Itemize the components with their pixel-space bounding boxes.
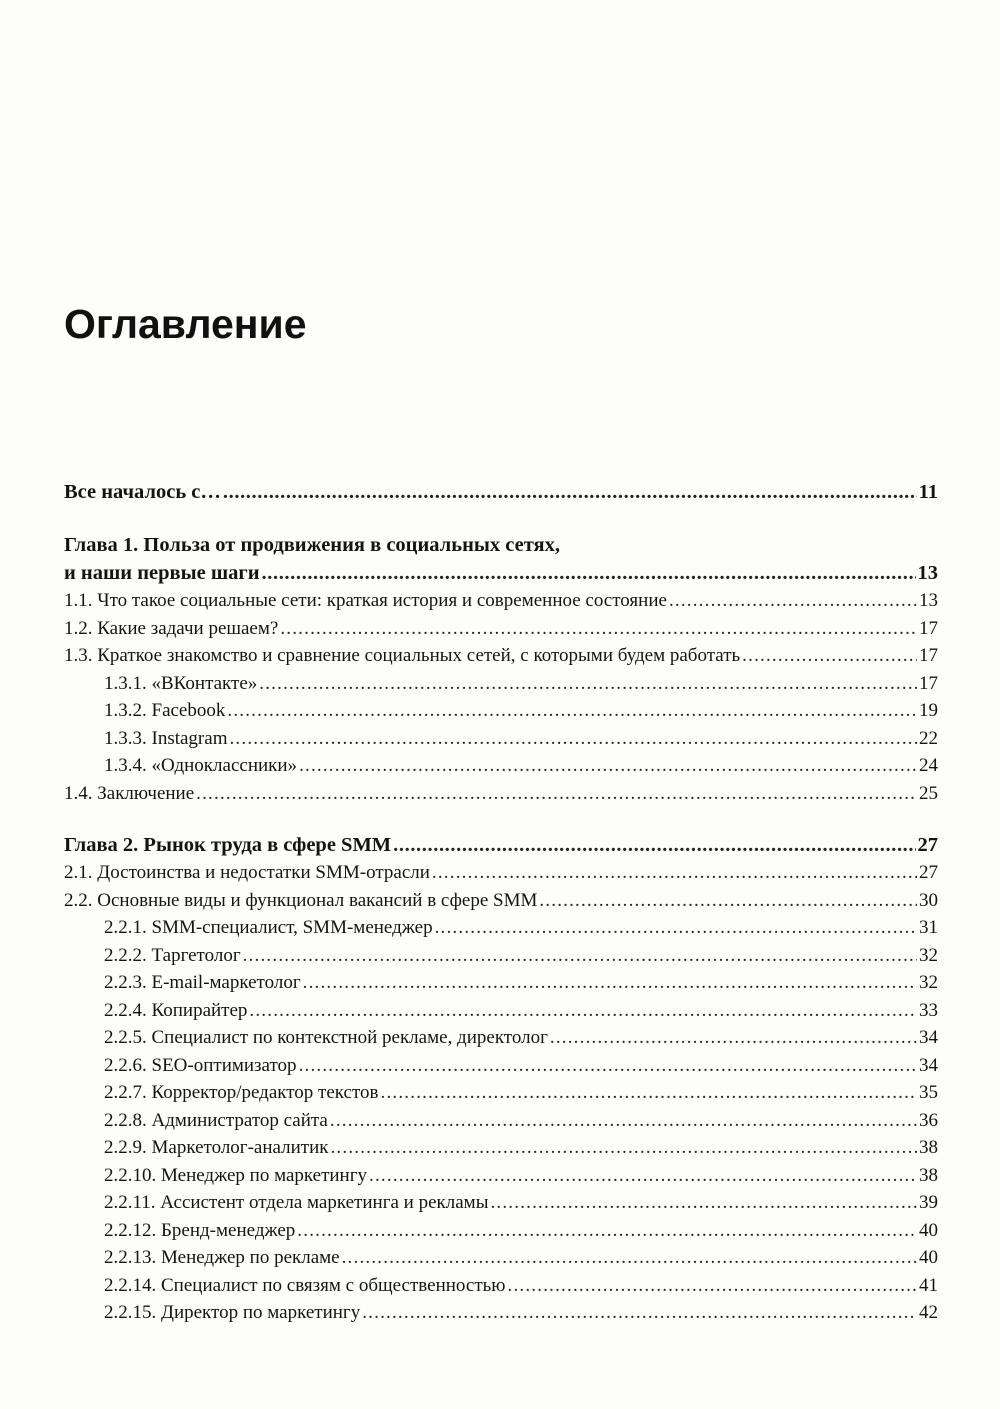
toc-group bbox=[64, 477, 938, 507]
toc-section-entry[interactable] bbox=[64, 642, 938, 670]
dot-leader bbox=[196, 780, 917, 808]
toc-entry-title: и наши первые шаги bbox=[64, 562, 260, 584]
toc-subsection-entry[interactable] bbox=[64, 1189, 938, 1217]
toc-entry-title: Глава 1. Польза от продвижения в социальных сетях, bbox=[64, 534, 560, 556]
toc-entry-title: Глава 2. Рынок труда в сфере SMM bbox=[64, 834, 392, 856]
dot-leader bbox=[227, 697, 917, 725]
toc-entry-title: 1.4. Заключение bbox=[64, 782, 195, 804]
toc-entry-title: 2.2.10. Менеджер по маркетингу bbox=[104, 1164, 368, 1186]
toc-entry-title: Все началось с… bbox=[64, 481, 221, 503]
toc-entry-title: 2.2.3. E-mail-маркетолог bbox=[104, 972, 301, 993]
toc-subsection-entry[interactable] bbox=[64, 1079, 938, 1107]
dot-leader bbox=[393, 831, 915, 859]
toc-subsection-entry[interactable] bbox=[64, 1217, 938, 1245]
toc-entry-title: 2.2.11. Ассистент отдела маркетинга и рекламы bbox=[104, 1192, 489, 1213]
toc-page-number: 25 bbox=[919, 782, 938, 804]
dot-leader bbox=[249, 997, 917, 1025]
dot-leader bbox=[742, 642, 917, 670]
toc-subsection-entry[interactable] bbox=[64, 697, 938, 725]
dot-leader bbox=[508, 1272, 918, 1300]
toc-subsection-entry[interactable] bbox=[64, 1162, 938, 1190]
toc-subsection-entry[interactable] bbox=[64, 1052, 938, 1080]
toc-page-number: 32 bbox=[919, 972, 938, 993]
toc-page-number: 19 bbox=[919, 700, 938, 721]
dot-leader bbox=[299, 752, 917, 780]
toc-page-number: 38 bbox=[919, 1137, 938, 1158]
dot-leader bbox=[435, 914, 917, 942]
toc-entry-title: 2.2.4. Копирайтер bbox=[104, 999, 248, 1021]
toc-subsection-entry[interactable] bbox=[64, 725, 938, 753]
toc-entry-title: 2.1. Достоинства и недостатки SMM-отрасли bbox=[64, 862, 430, 883]
toc-entry-title: 1.3.2. Facebook bbox=[104, 700, 226, 721]
toc-subsection-entry[interactable] bbox=[64, 942, 938, 970]
toc-section-entry[interactable] bbox=[64, 780, 938, 808]
toc-entry-title: 2.2.2. Таргетолог bbox=[104, 944, 241, 966]
dot-leader bbox=[550, 1024, 917, 1052]
dot-leader bbox=[669, 587, 917, 615]
toc-entry-title: 2.2.14. Специалист по связям с общественностью bbox=[104, 1274, 506, 1296]
toc-subsection-entry[interactable] bbox=[64, 1134, 938, 1162]
toc-subsection-entry[interactable] bbox=[64, 1107, 938, 1135]
dot-leader bbox=[330, 1107, 917, 1135]
toc-section-entry[interactable] bbox=[64, 587, 938, 615]
toc-entry-title: 2.2.13. Менеджер по рекламе bbox=[104, 1247, 340, 1268]
toc-entry-title: 1.3. Краткое знакомство и сравнение социальных сетей, с которыми будем работать bbox=[64, 645, 741, 666]
toc-page-number: 42 bbox=[919, 1302, 938, 1323]
dot-leader bbox=[299, 1052, 917, 1080]
toc-chapter-heading bbox=[64, 531, 938, 559]
toc-chapter-entry[interactable] bbox=[64, 477, 938, 507]
toc-page-number: 13 bbox=[919, 590, 938, 611]
toc-page-number: 36 bbox=[919, 1109, 938, 1131]
toc-page-number: 27 bbox=[919, 862, 938, 883]
toc-page-number: 30 bbox=[919, 889, 938, 911]
toc-entry-title: 2.2.7. Корректор/редактор текстов bbox=[104, 1082, 379, 1103]
toc-page-number: 31 bbox=[919, 917, 938, 938]
table-of-contents bbox=[64, 477, 938, 1351]
toc-entry-title: 2.2.5. Специалист по контекстной рекламе, директолог bbox=[104, 1027, 548, 1048]
page-title: Оглавление bbox=[64, 301, 307, 347]
toc-entry-title: 2.2.15. Директор по маркетингу bbox=[104, 1302, 361, 1323]
toc-entry-title: 1.3.1. «ВКонтакте» bbox=[104, 672, 258, 694]
toc-chapter-entry[interactable] bbox=[64, 559, 938, 587]
toc-page-number: 33 bbox=[919, 999, 938, 1021]
toc-page-number: 27 bbox=[917, 834, 938, 856]
toc-section-entry[interactable] bbox=[64, 615, 938, 643]
toc-page-number: 41 bbox=[919, 1274, 938, 1296]
toc-entry-title: 2.2.8. Администратор сайта bbox=[104, 1109, 328, 1131]
toc-page-number: 24 bbox=[919, 755, 938, 776]
toc-entry-title: 1.3.3. Instagram bbox=[104, 727, 228, 749]
dot-leader bbox=[303, 969, 917, 997]
dot-leader bbox=[229, 725, 917, 753]
toc-group bbox=[64, 831, 938, 1327]
toc-page-number: 40 bbox=[919, 1247, 938, 1268]
dot-leader bbox=[342, 1244, 917, 1272]
dot-leader bbox=[490, 1189, 917, 1217]
dot-leader bbox=[297, 1217, 917, 1245]
toc-subsection-entry[interactable] bbox=[64, 1244, 938, 1272]
toc-page-number: 17 bbox=[919, 645, 938, 666]
toc-page-number: 11 bbox=[918, 481, 938, 503]
dot-leader bbox=[280, 615, 917, 643]
dot-leader bbox=[223, 477, 917, 507]
toc-page-number: 34 bbox=[919, 1054, 938, 1076]
toc-page-number: 40 bbox=[919, 1219, 938, 1241]
toc-subsection-entry[interactable] bbox=[64, 1272, 938, 1300]
dot-leader bbox=[381, 1079, 918, 1107]
toc-entry-title: 2.2.6. SEO-оптимизатор bbox=[104, 1054, 297, 1076]
dot-leader bbox=[539, 887, 917, 915]
toc-page-number: 17 bbox=[919, 672, 938, 694]
toc-page-number: 39 bbox=[919, 1192, 938, 1213]
dot-leader bbox=[362, 1299, 917, 1327]
toc-subsection-entry[interactable] bbox=[64, 670, 938, 698]
toc-entry-title: 2.2. Основные виды и функционал вакансий в сфере SMM bbox=[64, 889, 538, 911]
toc-group bbox=[64, 531, 938, 807]
toc-entry-title: 1.3.4. «Одноклассники» bbox=[104, 755, 298, 776]
dot-leader bbox=[369, 1162, 917, 1190]
toc-entry-title: 2.2.1. SMM-специалист, SMM-менеджер bbox=[104, 917, 433, 938]
toc-page-number: 35 bbox=[919, 1082, 938, 1103]
toc-chapter-entry[interactable] bbox=[64, 831, 938, 859]
toc-entry-title: 1.1. Что такое социальные сети: краткая история и современное состояние bbox=[64, 590, 667, 611]
dot-leader bbox=[259, 670, 917, 698]
toc-entry-title: 2.2.12. Бренд-менеджер bbox=[104, 1219, 296, 1241]
dot-leader bbox=[330, 1134, 917, 1162]
toc-page-number: 22 bbox=[919, 727, 938, 749]
toc-page-number: 34 bbox=[919, 1027, 938, 1048]
toc-page-number: 38 bbox=[919, 1164, 938, 1186]
toc-subsection-entry[interactable] bbox=[64, 752, 938, 780]
toc-page-number: 32 bbox=[919, 944, 938, 966]
toc-subsection-entry[interactable] bbox=[64, 1299, 938, 1327]
dot-leader bbox=[262, 559, 916, 587]
toc-section-entry[interactable] bbox=[64, 887, 938, 915]
toc-page-number: 13 bbox=[917, 562, 938, 584]
toc-entry-title: 1.2. Какие задачи решаем? bbox=[64, 617, 279, 639]
toc-subsection-entry[interactable] bbox=[64, 969, 938, 997]
toc-page-number: 17 bbox=[919, 617, 938, 639]
toc-subsection-entry[interactable] bbox=[64, 997, 938, 1025]
dot-leader bbox=[243, 942, 917, 970]
toc-section-entry[interactable] bbox=[64, 859, 938, 887]
toc-entry-title: 2.2.9. Маркетолог-аналитик bbox=[104, 1137, 329, 1158]
dot-leader bbox=[432, 859, 917, 887]
toc-subsection-entry[interactable] bbox=[64, 914, 938, 942]
toc-subsection-entry[interactable] bbox=[64, 1024, 938, 1052]
